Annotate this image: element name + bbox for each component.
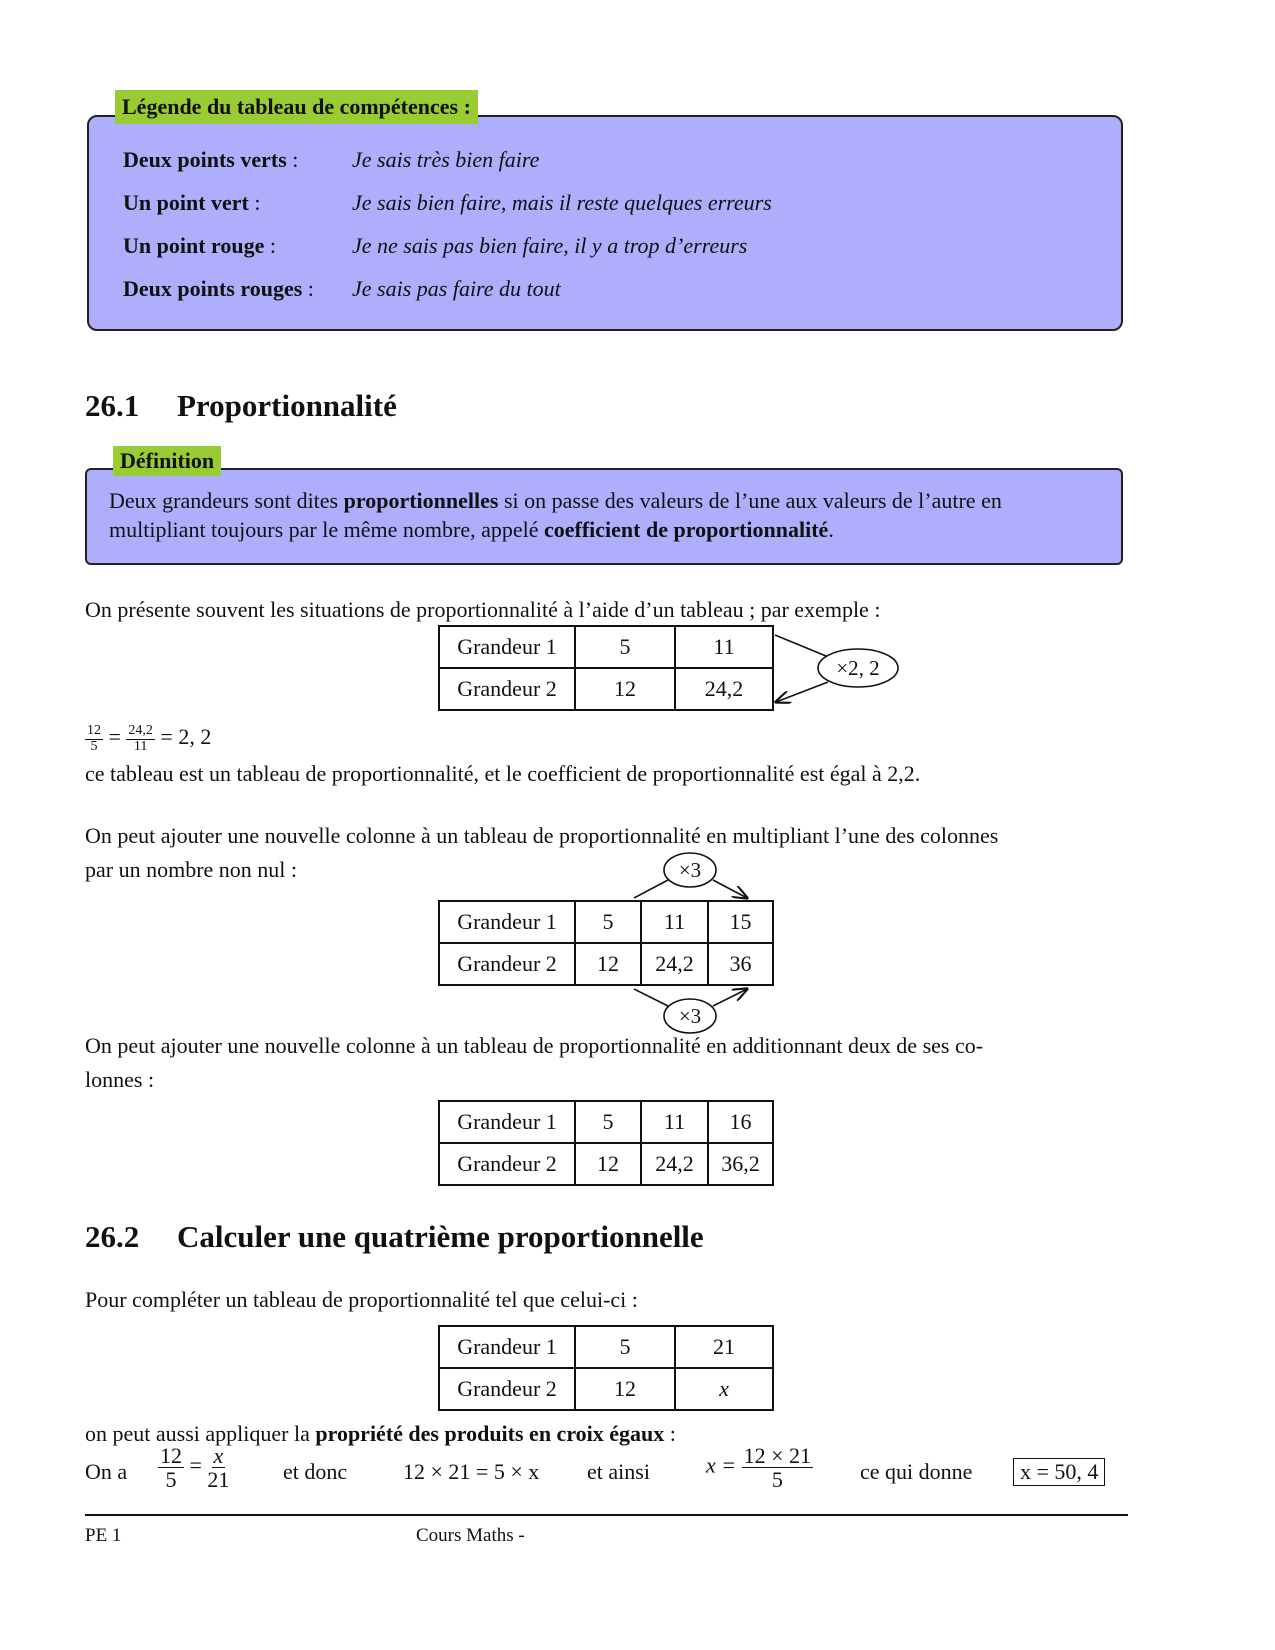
- section-heading: 26.1 Proportionnalité: [85, 388, 397, 423]
- proportion-table-2: [438, 900, 774, 986]
- cell: 24,2: [641, 943, 708, 985]
- legend-label: Un point vert :: [123, 190, 261, 215]
- cell: 16: [708, 1101, 773, 1143]
- section-heading: 26.2 Calculer une quatrième proportionnelle: [85, 1219, 704, 1254]
- cell: Grandeur 1: [439, 1326, 575, 1368]
- paragraph: par un nombre non nul :: [85, 857, 298, 882]
- paragraph: lonnes :: [85, 1067, 155, 1092]
- paragraph: On peut ajouter une nouvelle colonne à un tableau de proportionnalité en multipliant l’une des colonnes: [85, 823, 999, 848]
- cell: Grandeur 1: [439, 1101, 575, 1143]
- footer-rule: [85, 1514, 1128, 1516]
- cell: 11: [641, 901, 708, 943]
- fraction: $\frac{12}{5}$ = $\frac{x}{21}$: [160, 1443, 230, 1493]
- legend-label: Deux points verts :: [123, 147, 299, 172]
- cell: 11: [675, 626, 773, 668]
- ratio-equation: $\frac{12}{5}$ = $\frac{24,2}{11}$ = 2, 2: [87, 723, 212, 754]
- proportion-table-3: [438, 1100, 774, 1186]
- legend-title: Légende du tableau de compétences :: [115, 90, 478, 124]
- mult-top-label: ×3: [678, 858, 702, 882]
- legend-desc: Je ne sais pas bien faire, il y a trop d’erreurs: [352, 233, 748, 258]
- legend-desc: Je sais bien faire, mais il reste quelques erreurs: [352, 190, 772, 215]
- footer-left: PE 1: [85, 1525, 122, 1546]
- paragraph: On présente souvent les situations de proportionnalité à l’aide d’un tableau ; par exemple :: [85, 597, 881, 622]
- definition-text: multipliant toujours par le même nombre, appelé coefficient de proportionnalité.: [109, 517, 834, 542]
- cell: 12: [575, 943, 641, 985]
- cell: 5: [575, 626, 675, 668]
- cell: 21: [675, 1326, 773, 1368]
- cell: Grandeur 2: [439, 1143, 575, 1185]
- cell: Grandeur 1: [439, 626, 575, 668]
- cell: x: [675, 1368, 773, 1410]
- paragraph: ce tableau est un tableau de proportionnalité, et le coefficient de proportionnalité est égal à 2,2.: [85, 761, 921, 786]
- mult-bottom-label: ×3: [678, 1004, 702, 1028]
- definition-tag: Définition: [113, 446, 221, 476]
- cell: 12: [575, 1368, 675, 1410]
- legend-desc: Je sais très bien faire: [352, 147, 540, 172]
- coef-label: ×2, 2: [836, 656, 880, 680]
- text: et ainsi: [587, 1459, 650, 1484]
- cell: 5: [575, 901, 641, 943]
- paragraph: On peut ajouter une nouvelle colonne à un tableau de proportionnalité en additionnant deux de ses co-: [85, 1033, 984, 1058]
- cell: 12: [575, 668, 675, 710]
- cell: 11: [641, 1101, 708, 1143]
- answer-box: x = 50, 4: [1013, 1458, 1105, 1486]
- cell: Grandeur 1: [439, 901, 575, 943]
- text: On a: [85, 1459, 128, 1484]
- cell: Grandeur 2: [439, 668, 575, 710]
- cell: 5: [575, 1101, 641, 1143]
- cell: 12: [575, 1143, 641, 1185]
- cell: 15: [708, 901, 773, 943]
- cell: 5: [575, 1326, 675, 1368]
- paragraph: Pour compléter un tableau de proportionnalité tel que celui-ci :: [85, 1287, 638, 1312]
- cell: 24,2: [675, 668, 773, 710]
- cell: 36: [708, 943, 773, 985]
- legend-desc: Je sais pas faire du tout: [352, 276, 561, 301]
- legend-label: Deux points rouges :: [123, 276, 314, 301]
- paragraph: on peut aussi appliquer la propriété des produits en croix égaux :: [85, 1421, 676, 1446]
- footer-center: Cours Maths -: [416, 1525, 525, 1546]
- cell: 24,2: [641, 1143, 708, 1185]
- fraction: x = $\frac{12 \times 21}{5}$: [706, 1443, 812, 1493]
- cell: Grandeur 2: [439, 1368, 575, 1410]
- cell: Grandeur 2: [439, 943, 575, 985]
- text: et donc: [283, 1459, 348, 1484]
- definition-text: Deux grandeurs sont dites proportionnelles si on passe des valeurs de l’une aux valeurs de l’autre en: [109, 488, 1002, 513]
- text: ce qui donne: [860, 1459, 973, 1484]
- proportion-table-4: [438, 1325, 774, 1411]
- legend-label: Un point rouge :: [123, 233, 277, 258]
- cell: 36,2: [708, 1143, 773, 1185]
- equation: 12 × 21 = 5 × x: [403, 1459, 540, 1484]
